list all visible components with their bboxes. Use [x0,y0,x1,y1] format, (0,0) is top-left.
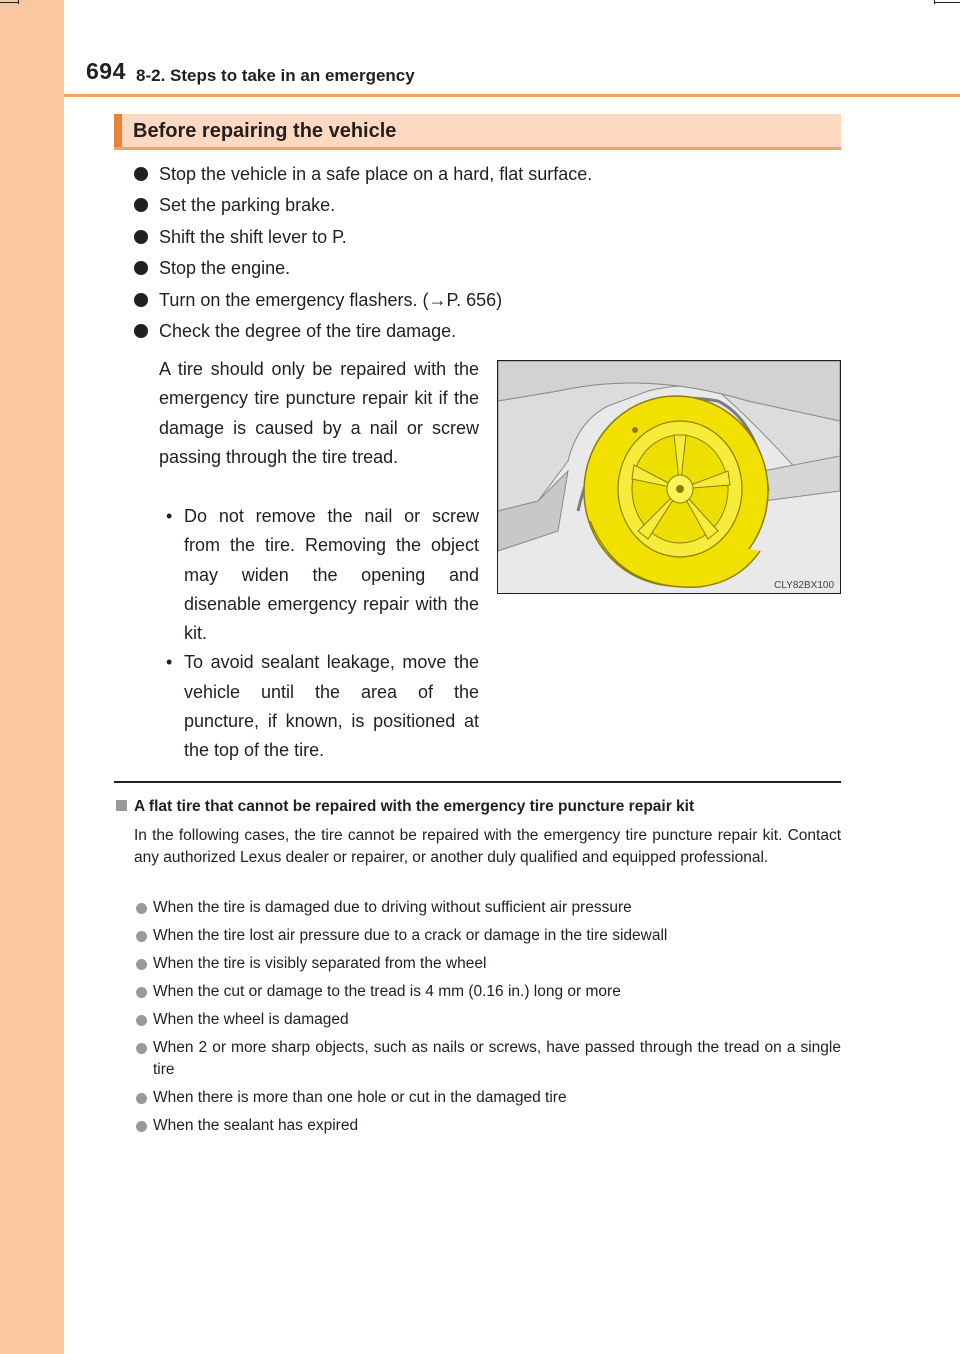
section-title: Before repairing the vehicle [133,120,397,142]
step-text: Set the parking brake. [159,195,336,216]
case-text: When the sealant has expired [153,1117,359,1134]
bullet-icon [134,167,148,181]
case-text: When the wheel is damaged [153,1011,349,1028]
flat-tire-drawing [498,361,840,593]
header-rule [64,94,960,97]
crop-mark [934,2,960,3]
info-title-text: A flat tire that cannot be repaired with the emergency tire puncture repair kit [134,798,695,815]
repair-explanation: A tire should only be repaired with the emergency tire puncture repair kit if the damage is caused by a nail or screw passing through the tire tread. [159,359,479,467]
crop-mark [934,0,935,4]
note-text: Do not remove the nail or screw from the tire. Removing the object may widen the opening and disenable emergency repair with the kit. [184,506,479,644]
note-item [159,648,479,765]
case-text: When the tire is damaged due to driving without sufficient air pressure [153,899,632,916]
gray-bullet-icon [136,1043,147,1054]
small-bullet-icon: • [166,652,173,673]
page-header [86,58,960,94]
step-text: Turn on the emergency flashers. (→P. 656) [159,289,503,310]
case-item [134,925,841,947]
case-text: When 2 or more sharp objects, such as nails or screws, have passed through the tread on a single tire [153,1039,841,1078]
info-title [116,798,843,816]
step-text: Shift the shift lever to P. [159,226,347,247]
step-text: Stop the vehicle in a safe place on a hard, flat surface. [159,164,593,184]
case-item [134,953,841,975]
gray-bullet-icon [136,931,147,942]
case-item [134,1087,841,1109]
bullet-icon [134,293,148,307]
step-item [132,160,842,191]
crop-mark [0,2,18,3]
step-text: Stop the engine. [159,258,291,279]
step-item [132,317,842,348]
case-item [134,1009,841,1031]
crop-mark [18,0,19,4]
flat-tire-illustration [497,360,841,594]
note-list [159,502,479,766]
bullet-icon [134,198,148,212]
section-heading [114,114,841,150]
section-accent [114,114,122,147]
bullet-icon [134,230,148,244]
case-text: When the cut or damage to the tread is 4 mm (0.16 in.) long or more [153,983,621,1000]
note-text: To avoid sealant leakage, move the vehicle until the area of the puncture, if known, is positioned at the top of the tire. [184,652,479,761]
step-text: Check the degree of the tire damage. [159,320,457,341]
case-item [134,897,841,919]
bullet-icon [134,261,148,275]
step-item [132,223,842,254]
step-list [132,160,842,348]
figure-code: CLY82BX100 [774,580,834,591]
step-item [132,191,842,222]
page-number: 694 [86,58,126,84]
gray-bullet-icon [136,1015,147,1026]
gray-bullet-icon [136,1121,147,1132]
gray-bullet-icon [136,903,147,914]
case-item [134,1115,841,1137]
case-text: When the tire is visibly separated from the wheel [153,955,487,972]
gray-bullet-icon [136,959,147,970]
case-text: When there is more than one hole or cut in the damaged tire [153,1089,567,1106]
chapter-title: 8-2. Steps to take in an emergency [136,66,415,85]
gray-bullet-icon [136,1093,147,1104]
side-band [0,0,64,1354]
info-divider [114,781,841,783]
case-item [134,1037,841,1081]
gray-bullet-icon [136,987,147,998]
info-intro: In the following cases, the tire cannot be repaired with the emergency tire puncture repair kit. Contact any authorized Lexus dealer or repairer, or another duly qualified and equipped professional. [134,827,841,866]
step-item [132,286,842,317]
square-bullet-icon [116,800,127,811]
step-item [132,254,842,285]
bullet-icon [134,324,148,338]
small-bullet-icon: • [166,506,173,526]
case-list [134,897,841,1143]
case-item [134,981,841,1003]
note-item [159,502,479,648]
case-text: When the tire lost air pressure due to a crack or damage in the tire sidewall [153,927,668,944]
